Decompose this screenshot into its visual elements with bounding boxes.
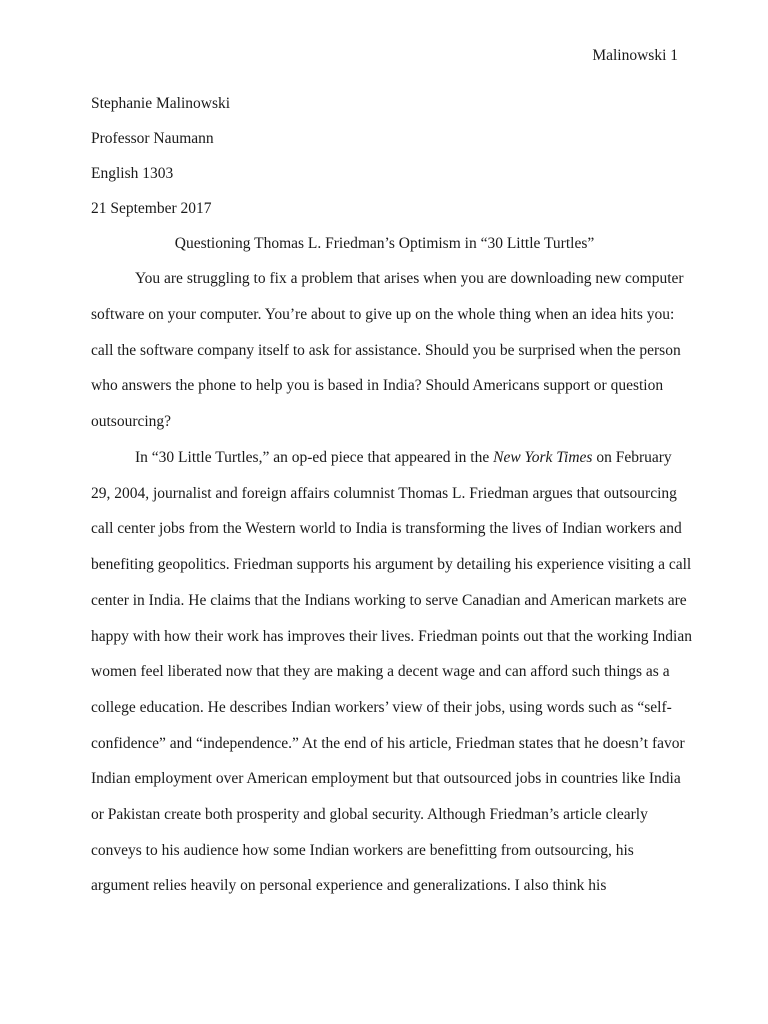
paragraph-2-line: confidence” and “independence.” At the end of his article, Friedman states that he doesn’t favor xyxy=(91,735,685,752)
paragraph-2-text: In “30 Little Turtles,” an op-ed piece that appeared in the xyxy=(135,449,494,466)
paragraph-2-line: college education. He describes Indian workers’ view of their jobs, using words such as “self- xyxy=(91,699,672,716)
paragraph-2-line: happy with how their work has improves their lives. Friedman points out that the working Indian xyxy=(91,628,692,645)
paragraph-2-text: on February xyxy=(592,449,672,466)
paragraph-2-line: Indian employment over American employment but that outsourced jobs in countries like India xyxy=(91,770,681,787)
course-name: English 1303 xyxy=(91,165,174,182)
essay-title: Questioning Thomas L. Friedman’s Optimism in “30 Little Turtles” xyxy=(174,235,595,252)
paragraph-2-line: benefiting geopolitics. Friedman supports his argument by detailing his experience visiting a call xyxy=(91,556,692,573)
professor-name: Professor Naumann xyxy=(91,130,214,147)
running-head: Malinowski 1 xyxy=(592,47,678,64)
paragraph-1-line: software on your computer. You’re about to give up on the whole thing when an idea hits you: xyxy=(91,306,675,323)
paragraph-1-line: who answers the phone to help you is based in India? Should Americans support or question xyxy=(91,377,664,394)
paragraph-1-line: outsourcing? xyxy=(91,413,172,430)
paragraph-1-line: You are struggling to fix a problem that arises when you are downloading new computer xyxy=(135,270,684,287)
paragraph-2-line: or Pakistan create both prosperity and global security. Although Friedman’s article clearly xyxy=(91,806,648,823)
paragraph-2-line: center in India. He claims that the Indians working to serve Canadian and American markets are xyxy=(91,592,687,609)
paragraph-2-line xyxy=(135,447,672,469)
paragraph-2-line: argument relies heavily on personal experience and generalizations. I also think his xyxy=(91,877,607,894)
paragraph-1-line: call the software company itself to ask for assistance. Should you be surprised when the person xyxy=(91,342,681,359)
essay-date: 21 September 2017 xyxy=(91,200,212,217)
author-name: Stephanie Malinowski xyxy=(91,95,231,112)
paragraph-2-line: women feel liberated now that they are making a decent wage and can afford such things as a xyxy=(91,663,670,680)
paragraph-2-line: conveys to his audience how some Indian workers are benefitting from outsourcing, his xyxy=(91,842,634,859)
paragraph-2-line: 29, 2004, journalist and foreign affairs columnist Thomas L. Friedman argues that outsourcing xyxy=(91,485,677,502)
publication-title: New York Times xyxy=(493,449,593,466)
paragraph-2-line: call center jobs from the Western world to India is transforming the lives of Indian workers and xyxy=(91,520,682,537)
